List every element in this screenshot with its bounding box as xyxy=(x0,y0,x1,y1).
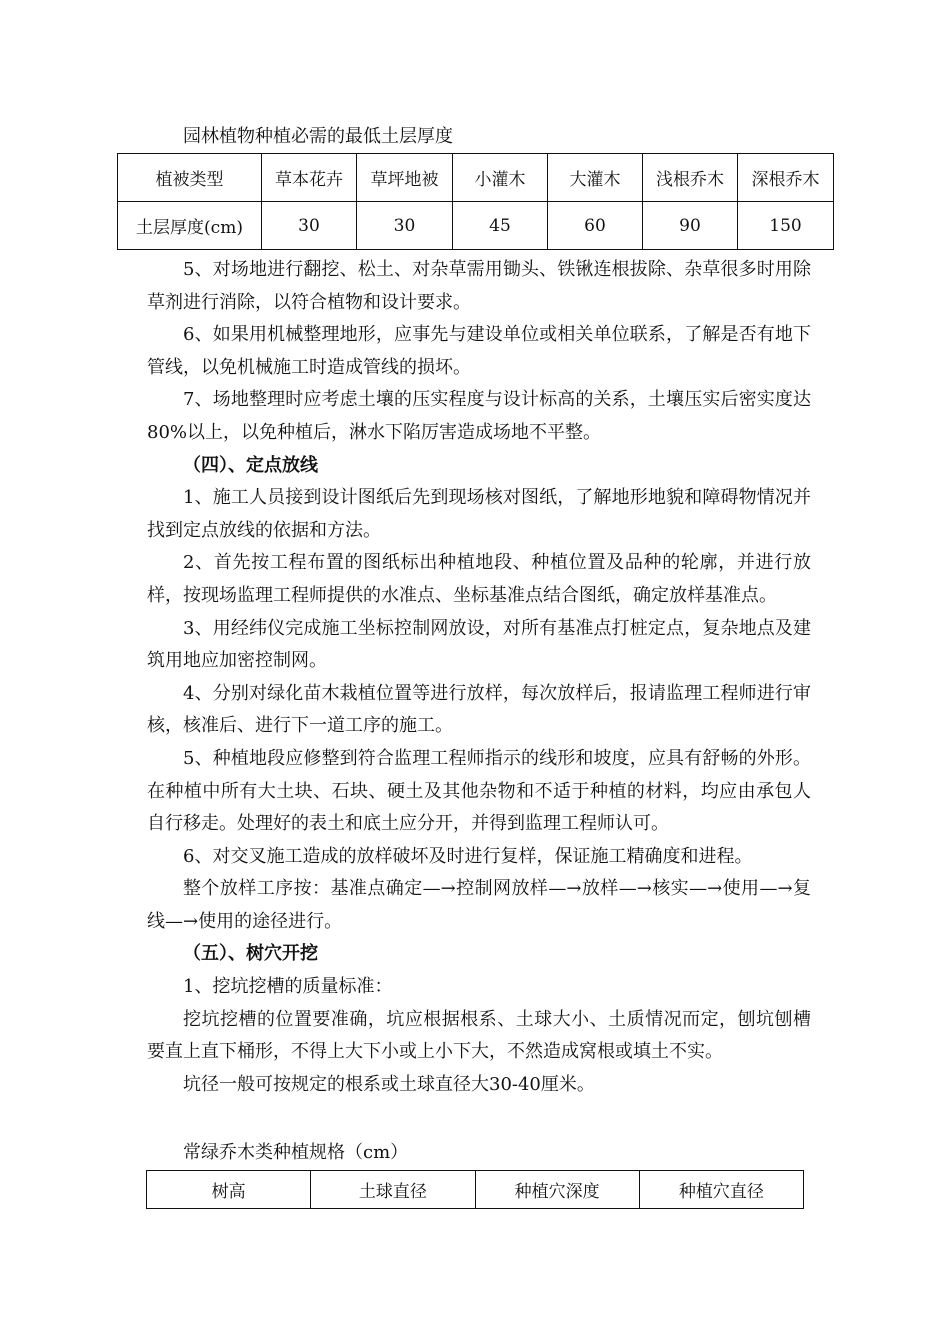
paragraph: 6、对交叉施工造成的放样破坏及时进行复样，保证施工精确度和进程。 xyxy=(183,845,753,867)
paragraph: 3、用经纬仪完成施工坐标控制网放设，对所有基准点打桩定点，复杂地点及建筑用地应加密控制网。 xyxy=(147,617,811,672)
paragraph: 1、施工人员接到设计图纸后先到现场核对图纸，了解地形地貌和障碍物情况并找到定点放线的依据和方法。 xyxy=(147,487,811,541)
paragraph: 6、如果用机械整理地形，应事先与建设单位或相关单位联系，了解是否有地下管线，以免机械施工时造成管线的损坏。 xyxy=(147,324,811,378)
table-header-cell: 树高 xyxy=(147,1171,311,1209)
table-header-cell: 小灌木 xyxy=(453,154,548,202)
table-header-cell: 植被类型 xyxy=(118,154,262,202)
paragraph: 整个放样工序按：基准点确定—→控制网放样—→放样—→核实—→使用—→复线—→使用的途径进行。 xyxy=(147,878,811,932)
paragraph: 7、场地整理时应考虑土壤的压实程度与设计标高的关系，土壤压实后密实度达80%以上，以免种植后，淋水下陷厉害造成场地不平整。 xyxy=(147,389,811,443)
table-header-cell: 草本花卉 xyxy=(262,154,357,202)
paragraph: 坑径一般可按规定的根系或土球直径大30-40厘米。 xyxy=(183,1073,595,1095)
table-header-cell: 种植穴直径 xyxy=(639,1171,803,1209)
table-cell: 土层厚度(cm) xyxy=(118,202,262,250)
section-heading: （五）、树穴开挖 xyxy=(183,943,318,965)
table-cell: 90 xyxy=(643,202,738,250)
table-header-row xyxy=(147,1171,804,1209)
table-header-cell: 浅根乔木 xyxy=(643,154,738,202)
table-header-cell: 深根乔木 xyxy=(738,154,834,202)
table-header-cell: 种植穴深度 xyxy=(475,1171,639,1209)
table-header-cell: 草坪地被 xyxy=(357,154,453,202)
table-cell: 30 xyxy=(357,202,453,250)
evergreen-spec-table xyxy=(146,1170,804,1209)
paragraph: 2、首先按工程布置的图纸标出种植地段、种植位置及品种的轮廓，并进行放样，按现场监理工程师提供的水准点、坐标基准点结合图纸，确定放样基准点。 xyxy=(147,552,811,606)
paragraph: 5、种植地段应修整到符合监理工程师指示的线形和坡度，应具有舒畅的外形。在种植中所有大土块、石块、硬土及其他杂物和不适于种植的材料，均应由承包人自行移走。处理好的表土和底土应分开，并得到监理工程师认可。 xyxy=(147,747,811,835)
paragraph: 4、分别对绿化苗木栽植位置等进行放样，每次放样后，报请监理工程师进行审核，核准后、进行下一道工序的施工。 xyxy=(147,682,811,737)
table-cell: 45 xyxy=(453,202,548,250)
table-cell: 60 xyxy=(548,202,643,250)
paragraph: 5、对场地进行翻挖、松土、对杂草需用锄头、铁锹连根拔除、杂草很多时用除草剂进行消除，以符合植物和设计要求。 xyxy=(147,259,811,313)
section-heading: （四）、定点放线 xyxy=(183,454,318,476)
table-header-row xyxy=(118,154,834,202)
body-text xyxy=(147,254,811,1101)
paragraph: 挖坑挖槽的位置要准确，坑应根据根系、土球大小、土质情况而定，刨坑刨槽要直上直下桶形，不得上大下小或上小下大，不然造成窝根或填土不实。 xyxy=(147,1008,811,1063)
table-cell: 150 xyxy=(738,202,834,250)
table-row xyxy=(118,202,834,250)
paragraph: 1、挖坑挖槽的质量标准： xyxy=(183,976,393,998)
table-header-cell: 土球直径 xyxy=(311,1171,475,1209)
table-cell: 30 xyxy=(262,202,357,250)
table1-caption: 园林植物种植必需的最低土层厚度 xyxy=(183,126,453,147)
table2-caption: 常绿乔木类种植规格（cm） xyxy=(183,1142,409,1163)
table-header-cell: 大灌木 xyxy=(548,154,643,202)
soil-depth-table xyxy=(117,153,834,250)
